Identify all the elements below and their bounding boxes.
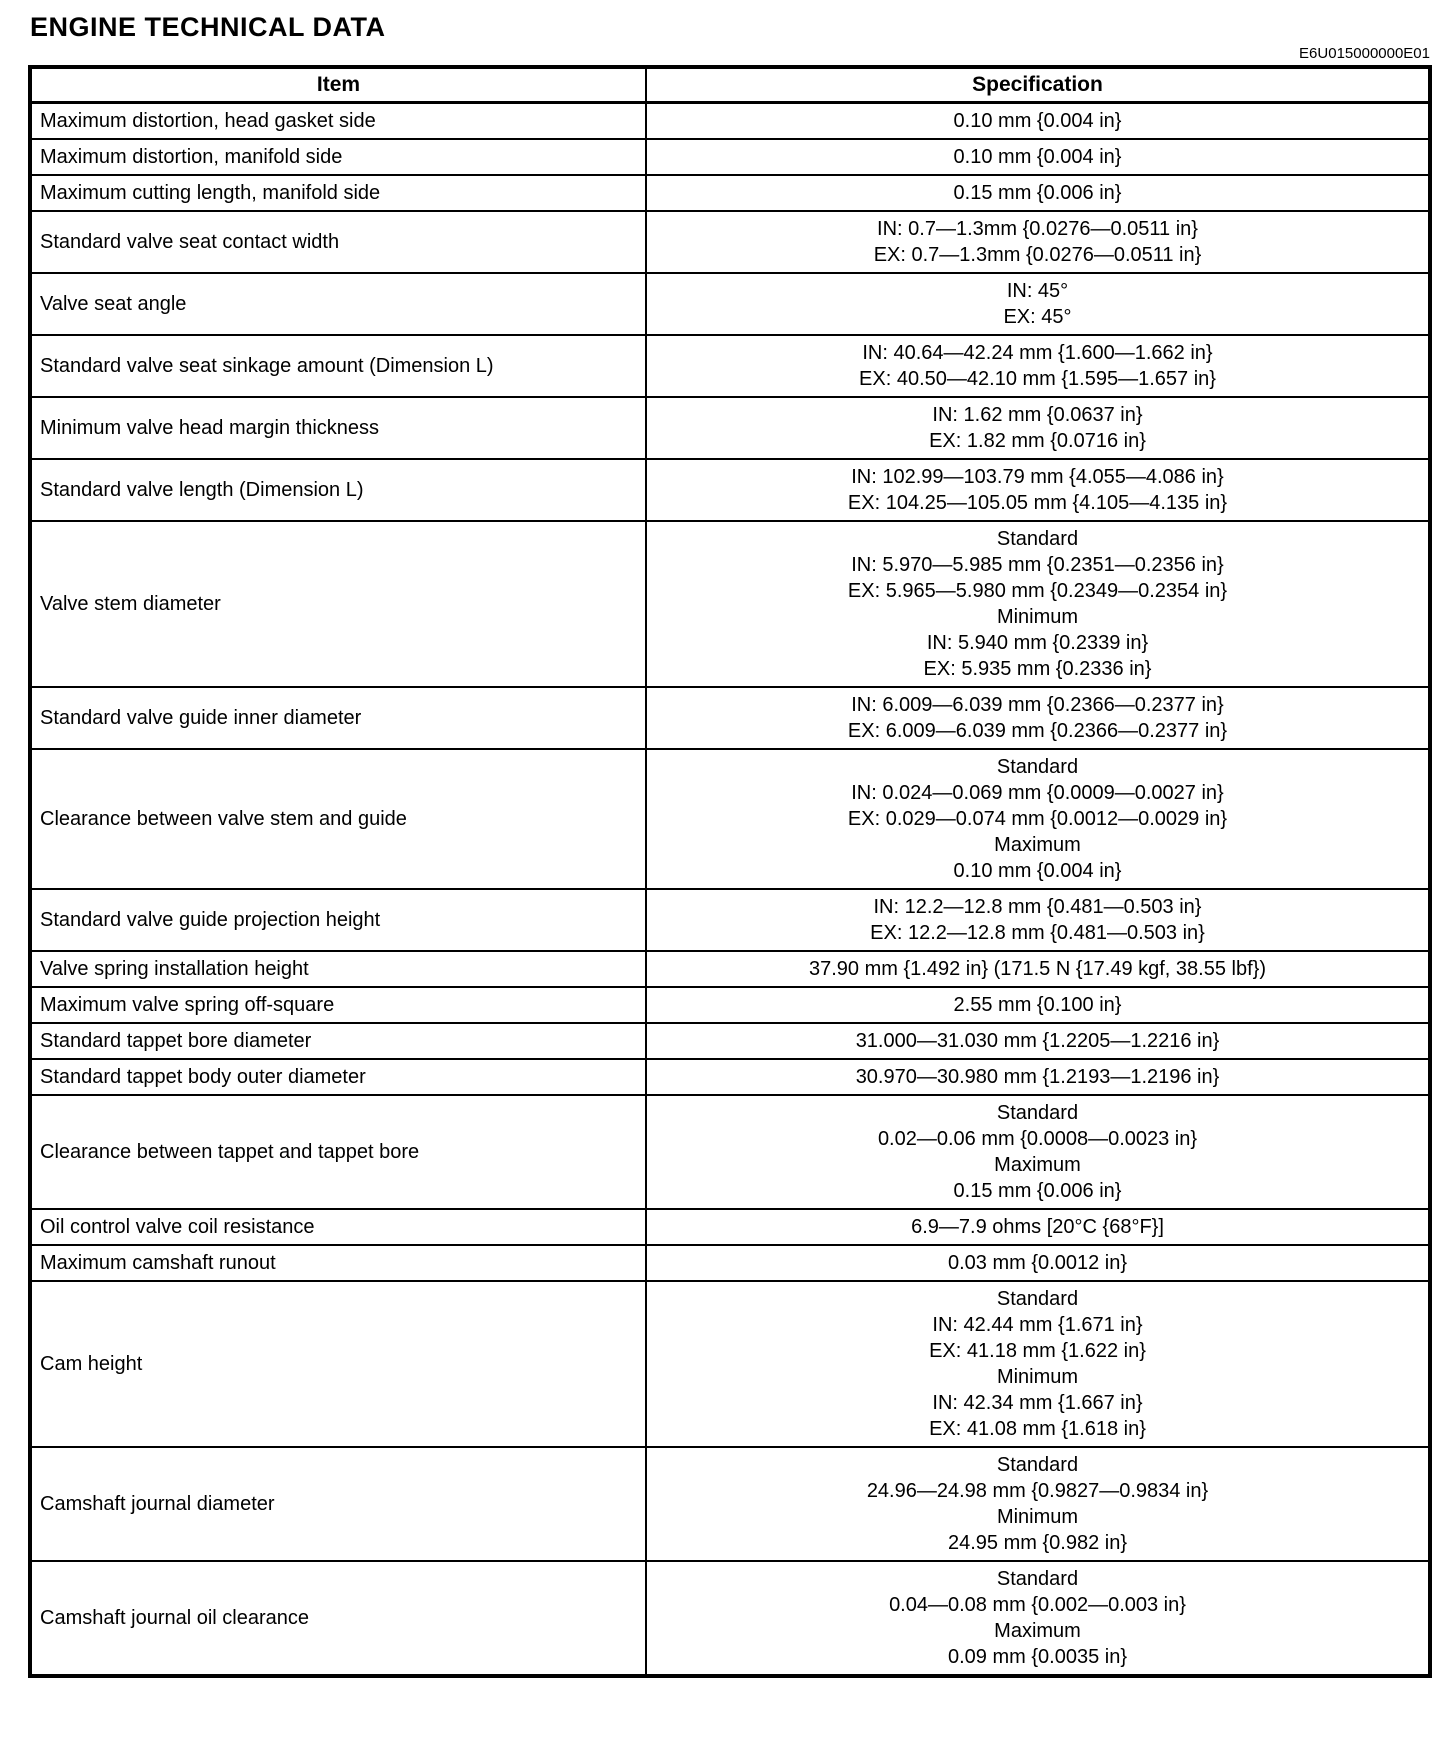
table-row bbox=[30, 687, 1430, 749]
spec-line: Minimum bbox=[996, 606, 1079, 628]
item-cell: Maximum cutting length, manifold side bbox=[30, 175, 646, 211]
table-wrap bbox=[28, 45, 1432, 1678]
table-row bbox=[30, 749, 1430, 889]
item-cell: Valve stem diameter bbox=[30, 521, 646, 687]
spec-line: 2.55 mm {0.100 in} bbox=[953, 994, 1122, 1016]
spec-line: Maximum bbox=[994, 1620, 1081, 1642]
spec-line: EX: 12.2—12.8 mm {0.481—0.503 in} bbox=[870, 922, 1205, 944]
spec-line: 24.96—24.98 mm {0.9827—0.9834 in} bbox=[866, 1480, 1209, 1502]
item-cell: Standard tappet body outer diameter bbox=[30, 1059, 646, 1095]
spec-line: IN: 12.2—12.8 mm {0.481—0.503 in} bbox=[873, 896, 1202, 918]
item-cell: Standard valve seat sinkage amount (Dimension L) bbox=[30, 335, 646, 397]
item-cell: Maximum camshaft runout bbox=[30, 1245, 646, 1281]
spec-line: Standard bbox=[996, 1568, 1079, 1590]
item-cell: Valve seat angle bbox=[30, 273, 646, 335]
item-cell: Valve spring installation height bbox=[30, 951, 646, 987]
header-row bbox=[30, 67, 1430, 103]
table-row bbox=[30, 397, 1430, 459]
table-row bbox=[30, 459, 1430, 521]
spec-line: Standard bbox=[996, 1288, 1079, 1310]
spec-cell bbox=[646, 273, 1430, 335]
table-row bbox=[30, 139, 1430, 175]
spec-line: 31.000—31.030 mm {1.2205—1.2216 in} bbox=[855, 1030, 1220, 1052]
specification-column-header: Specification bbox=[646, 67, 1430, 103]
table-row bbox=[30, 1059, 1430, 1095]
spec-line: Maximum bbox=[994, 1154, 1081, 1176]
table-row bbox=[30, 103, 1430, 140]
page-title: ENGINE TECHNICAL DATA bbox=[30, 12, 386, 42]
table-row bbox=[30, 521, 1430, 687]
item-cell: Clearance between tappet and tappet bore bbox=[30, 1095, 646, 1209]
table-row bbox=[30, 889, 1430, 951]
table-row bbox=[30, 1561, 1430, 1676]
spec-line: IN: 102.99—103.79 mm {4.055—4.086 in} bbox=[851, 466, 1224, 488]
spec-line: EX: 0.7—1.3mm {0.0276—0.0511 in} bbox=[873, 244, 1202, 266]
spec-line: Minimum bbox=[996, 1366, 1079, 1388]
table-row bbox=[30, 1023, 1430, 1059]
item-cell: Camshaft journal diameter bbox=[30, 1447, 646, 1561]
spec-line: Standard bbox=[996, 528, 1079, 550]
spec-table-body bbox=[30, 103, 1430, 1677]
spec-line: IN: 42.44 mm {1.671 in} bbox=[932, 1314, 1143, 1336]
spec-line: EX: 5.935 mm {0.2336 in} bbox=[923, 658, 1152, 680]
item-cell: Minimum valve head margin thickness bbox=[30, 397, 646, 459]
spec-line: IN: 40.64—42.24 mm {1.600—1.662 in} bbox=[862, 342, 1213, 364]
spec-cell bbox=[646, 211, 1430, 273]
spec-cell bbox=[646, 1447, 1430, 1561]
spec-line: Maximum bbox=[994, 834, 1081, 856]
item-cell: Clearance between valve stem and guide bbox=[30, 749, 646, 889]
spec-line: EX: 45° bbox=[1003, 306, 1072, 328]
spec-line: EX: 5.965—5.980 mm {0.2349—0.2354 in} bbox=[847, 580, 1228, 602]
spec-line: 0.15 mm {0.006 in} bbox=[953, 182, 1122, 204]
spec-line: IN: 6.009—6.039 mm {0.2366—0.2377 in} bbox=[851, 694, 1224, 716]
spec-line: EX: 104.25—105.05 mm {4.105—4.135 in} bbox=[847, 492, 1228, 514]
spec-line: 6.9—7.9 ohms [20°C {68°F}] bbox=[911, 1216, 1164, 1238]
spec-line: IN: 0.024—0.069 mm {0.0009—0.0027 in} bbox=[851, 782, 1224, 804]
item-cell: Standard valve guide projection height bbox=[30, 889, 646, 951]
spec-line: IN: 5.970—5.985 mm {0.2351—0.2356 in} bbox=[851, 554, 1224, 576]
table-row bbox=[30, 1447, 1430, 1561]
spec-line: IN: 0.7—1.3mm {0.0276—0.0511 in} bbox=[877, 218, 1198, 240]
table-row bbox=[30, 175, 1430, 211]
spec-cell bbox=[646, 951, 1430, 987]
spec-line: Standard bbox=[996, 756, 1079, 778]
spec-line: EX: 0.029—0.074 mm {0.0012—0.0029 in} bbox=[847, 808, 1228, 830]
item-cell: Oil control valve coil resistance bbox=[30, 1209, 646, 1245]
item-cell: Standard valve seat contact width bbox=[30, 211, 646, 273]
spec-line: 0.03 mm {0.0012 in} bbox=[947, 1252, 1127, 1274]
spec-line: IN: 45° bbox=[1006, 280, 1069, 302]
spec-line: IN: 42.34 mm {1.667 in} bbox=[932, 1392, 1143, 1414]
spec-cell bbox=[646, 521, 1430, 687]
spec-line: Minimum bbox=[996, 1506, 1079, 1528]
document-code: E6U015000000E01 bbox=[1299, 45, 1430, 62]
spec-cell bbox=[646, 103, 1430, 140]
table-row bbox=[30, 987, 1430, 1023]
engine-spec-table bbox=[28, 65, 1432, 1678]
spec-line: 0.10 mm {0.004 in} bbox=[953, 146, 1122, 168]
item-cell: Maximum distortion, head gasket side bbox=[30, 103, 646, 140]
spec-line: 0.10 mm {0.004 in} bbox=[953, 860, 1122, 882]
spec-cell bbox=[646, 335, 1430, 397]
spec-cell bbox=[646, 687, 1430, 749]
spec-cell bbox=[646, 1209, 1430, 1245]
spec-line: EX: 41.08 mm {1.618 in} bbox=[929, 1418, 1146, 1440]
spec-cell bbox=[646, 1281, 1430, 1447]
spec-cell bbox=[646, 1023, 1430, 1059]
spec-cell bbox=[646, 459, 1430, 521]
spec-line: IN: 1.62 mm {0.0637 in} bbox=[932, 404, 1143, 426]
table-row bbox=[30, 1209, 1430, 1245]
spec-line: EX: 1.82 mm {0.0716 in} bbox=[929, 430, 1146, 452]
table-row bbox=[30, 951, 1430, 987]
spec-line: 0.02—0.06 mm {0.0008—0.0023 in} bbox=[877, 1128, 1198, 1150]
spec-line: 30.970—30.980 mm {1.2193—1.2196 in} bbox=[855, 1066, 1220, 1088]
spec-cell bbox=[646, 175, 1430, 211]
spec-line: 0.15 mm {0.006 in} bbox=[953, 1180, 1122, 1202]
table-row bbox=[30, 1281, 1430, 1447]
spec-cell bbox=[646, 397, 1430, 459]
spec-cell bbox=[646, 889, 1430, 951]
item-cell: Standard tappet bore diameter bbox=[30, 1023, 646, 1059]
spec-cell bbox=[646, 1059, 1430, 1095]
item-cell: Camshaft journal oil clearance bbox=[30, 1561, 646, 1676]
spec-cell bbox=[646, 987, 1430, 1023]
spec-line: EX: 41.18 mm {1.622 in} bbox=[929, 1340, 1146, 1362]
spec-line: 24.95 mm {0.982 in} bbox=[947, 1532, 1127, 1554]
table-row bbox=[30, 273, 1430, 335]
item-cell: Standard valve guide inner diameter bbox=[30, 687, 646, 749]
table-row bbox=[30, 211, 1430, 273]
spec-line: 0.09 mm {0.0035 in} bbox=[947, 1646, 1127, 1668]
table-row bbox=[30, 1095, 1430, 1209]
spec-line: IN: 5.940 mm {0.2339 in} bbox=[926, 632, 1149, 654]
item-cell: Maximum distortion, manifold side bbox=[30, 139, 646, 175]
spec-cell bbox=[646, 1245, 1430, 1281]
item-cell: Maximum valve spring off-square bbox=[30, 987, 646, 1023]
item-cell: Cam height bbox=[30, 1281, 646, 1447]
spec-line: 0.04—0.08 mm {0.002—0.003 in} bbox=[889, 1594, 1186, 1616]
spec-line: EX: 6.009—6.039 mm {0.2366—0.2377 in} bbox=[847, 720, 1228, 742]
spec-line: 37.90 mm {1.492 in} (171.5 N {17.49 kgf, 38.55 lbf}) bbox=[809, 958, 1266, 980]
table-row bbox=[30, 335, 1430, 397]
spec-line: EX: 40.50—42.10 mm {1.595—1.657 in} bbox=[859, 368, 1216, 390]
spec-line: 0.10 mm {0.004 in} bbox=[953, 110, 1122, 132]
item-column-header: Item bbox=[30, 67, 646, 103]
spec-cell bbox=[646, 1095, 1430, 1209]
spec-cell bbox=[646, 139, 1430, 175]
table-row bbox=[30, 1245, 1430, 1281]
spec-line: Standard bbox=[996, 1454, 1079, 1476]
spec-line: Standard bbox=[996, 1102, 1079, 1124]
item-cell: Standard valve length (Dimension L) bbox=[30, 459, 646, 521]
spec-cell bbox=[646, 1561, 1430, 1676]
spec-cell bbox=[646, 749, 1430, 889]
